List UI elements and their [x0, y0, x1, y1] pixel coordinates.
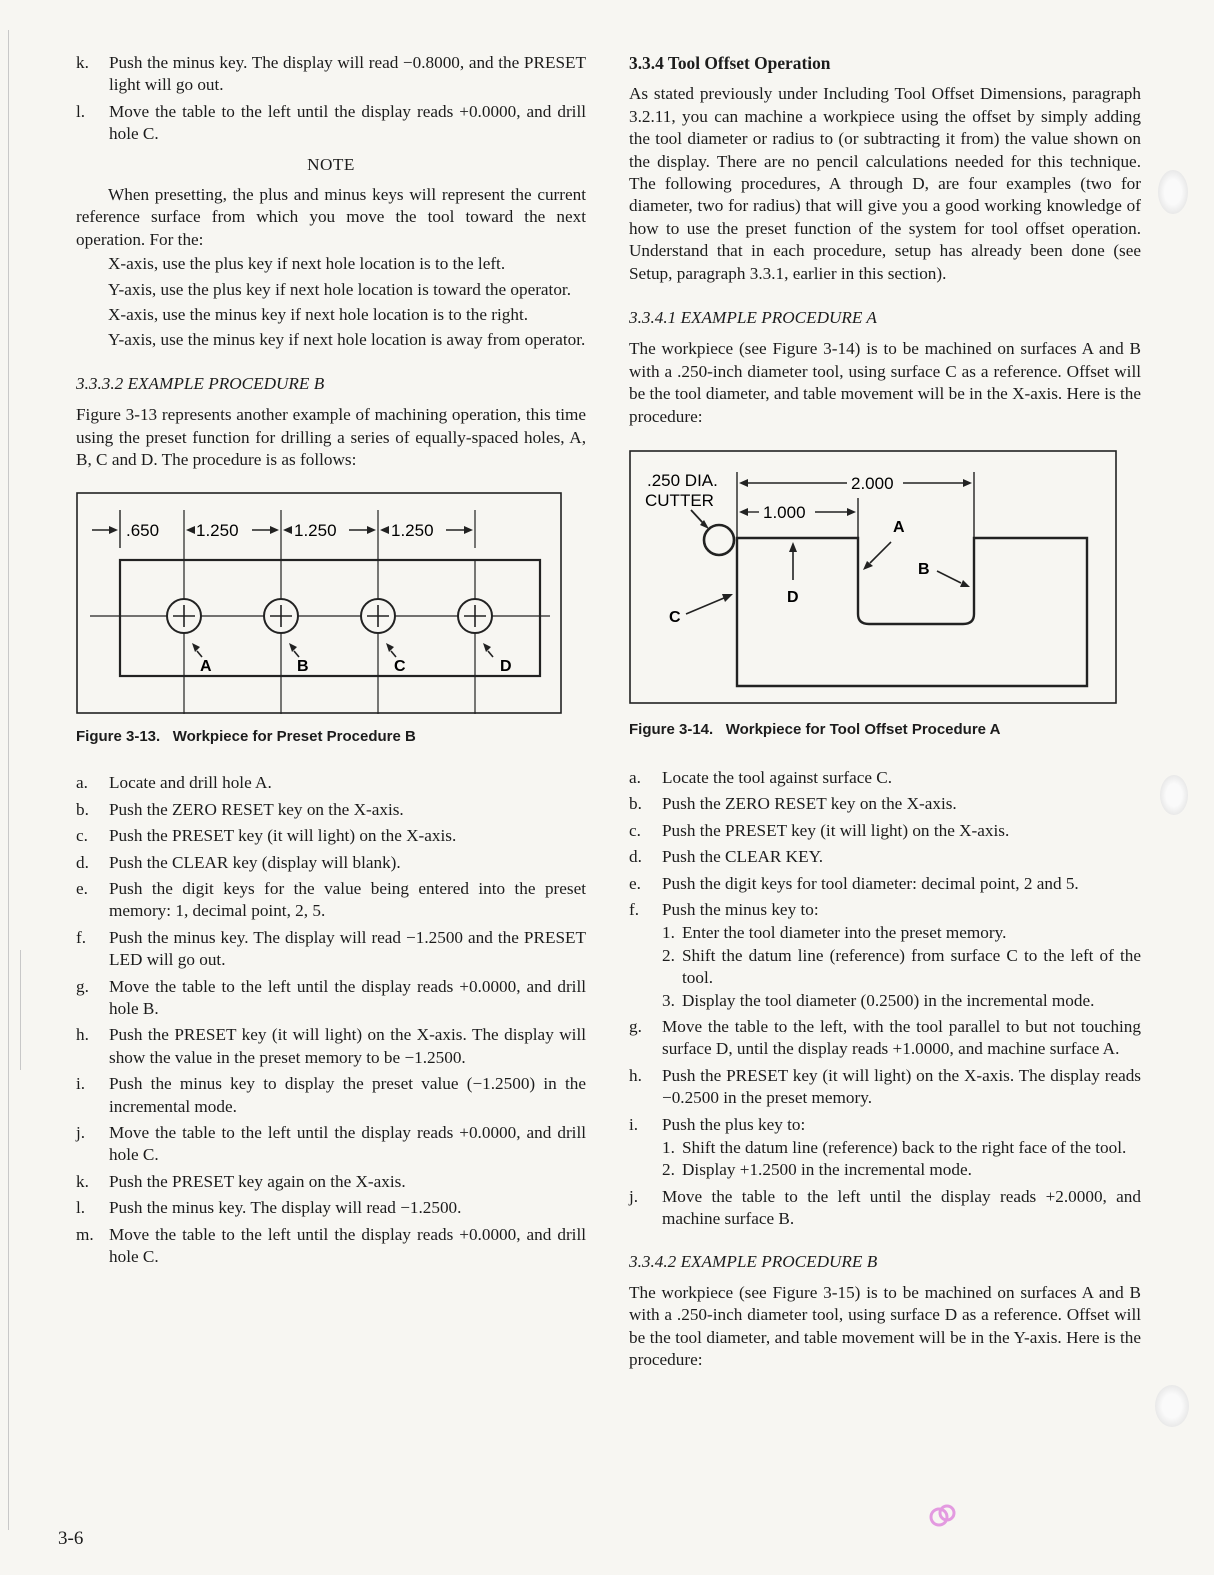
item-text: Move the table to the left until the display reads +0.0000, and drill hole C. [109, 101, 586, 144]
item-content [662, 1114, 1141, 1182]
dim-650: .650 [126, 520, 160, 540]
item-marker: a. [629, 767, 641, 787]
hole-b-arrowhead [289, 643, 297, 652]
hole-a-arrowhead [192, 643, 200, 652]
procedure-a-step-item [629, 1114, 1141, 1182]
item-content [662, 820, 1141, 842]
hole-c [361, 599, 395, 633]
sub-item-marker: 2. [662, 1160, 675, 1180]
item-content [109, 927, 586, 972]
intro-step-item [76, 52, 586, 97]
procedure-a-step-item [629, 899, 1141, 1012]
procedure-a-step-item [629, 1065, 1141, 1110]
label-a: A [893, 519, 905, 537]
procedure-a-step-item [629, 820, 1141, 842]
item-text: Locate and drill hole A. [109, 773, 272, 793]
figure-3-14-caption: Figure 3-14. Workpiece for Tool Offset Procedure A [629, 720, 1001, 738]
procedure-b-step-item [76, 878, 586, 923]
item-content [662, 846, 1141, 868]
item-marker: l. [76, 1198, 86, 1218]
item-marker: f. [629, 899, 640, 919]
item-text: Move the table to the left until the display reads +0.0000, and drill hole C. [109, 1123, 586, 1165]
item-marker: f. [76, 927, 87, 947]
item-content [662, 1016, 1141, 1061]
item-content [662, 1065, 1141, 1110]
right-column [629, 52, 1141, 1372]
note-axis-rule: X-axis, use the minus key if next hole location is to the right. [108, 305, 529, 325]
sub-item-marker: 2. [662, 945, 675, 965]
item-content [109, 976, 586, 1021]
item-content [662, 793, 1141, 815]
procedure-a-step-item [629, 1016, 1141, 1061]
procedure-a-step-item [629, 873, 1141, 895]
item-text: Push the CLEAR key (display will blank). [109, 852, 401, 872]
note-body: When presetting, the plus and minus keys will represent the current reference surface from which you move the tool toward the next operation. For the: [76, 185, 586, 249]
section-heading-3332: 3.3.3.2 EXAMPLE PROCEDURE B [76, 373, 325, 393]
item-marker: i. [629, 1114, 639, 1134]
note-axis-rule: Y-axis, use the plus key if next hole location is toward the operator. [108, 279, 571, 299]
sub-item-text: Display +1.2500 in the incremental mode. [682, 1160, 972, 1180]
scan-edge-line [8, 30, 9, 1530]
figure-3-14 [629, 450, 1141, 741]
procedure-b-step-item [76, 825, 586, 847]
item-text: Push the minus key. The display will read −1.2500. [109, 1198, 462, 1218]
item-marker: d. [629, 847, 642, 867]
hole-d [458, 599, 492, 633]
label-b: B [297, 657, 309, 675]
dim-arrowhead [739, 479, 748, 487]
procedure-b-step-item [76, 976, 586, 1021]
procedure-a-steps [629, 767, 1141, 1231]
procedure-b-step-item [76, 852, 586, 874]
section-body-334: As stated previously under Including Tool Offset Dimensions, paragraph 3.2.11, you can machine a workpiece using the offset by simply adding the tool diameter or radius to (or subtracting it from) the value shown on the display. There are no pencil calculations needed for this technique. The following procedures, A through D, are four examples (two for diameter, two for radius) that will give you a good working knowledge of how to use the preset function of the system for tool offset operation. Understand that in each procedure, setup has already been done (see Setup, paragraph 3.3.1, earlier in this section). [629, 84, 1141, 283]
item-marker: j. [629, 1186, 639, 1206]
dim-arrowhead [847, 508, 856, 516]
intro-steps [76, 52, 586, 146]
item-text: Push the PRESET key (it will light) on the X-axis. [662, 820, 1010, 840]
item-text: Push the PRESET key (it will light) on the X-axis. The display reads −0.2500 in the preset memory. [662, 1065, 1141, 1108]
page-number: 3-6 [58, 1528, 84, 1549]
item-content [109, 1171, 586, 1193]
hole-d-arrowhead [483, 643, 491, 652]
section-heading-3342: 3.3.4.2 EXAMPLE PROCEDURE B [629, 1251, 878, 1271]
procedure-a-step-item [629, 767, 1141, 789]
dim-1250-b: 1.250 [294, 520, 337, 540]
sub-item [662, 1159, 1141, 1181]
item-marker: g. [629, 1016, 642, 1036]
label-c: C [394, 657, 406, 675]
dim-arrowhead [283, 526, 292, 534]
item-marker: j. [76, 1123, 86, 1142]
punch-hole [1155, 1385, 1189, 1427]
procedure-b-step-item [76, 1224, 586, 1269]
hole-b-leader [294, 651, 299, 657]
item-marker: i. [76, 1074, 86, 1094]
item-text: Push the minus key. The display will read −1.2500 and the PRESET LED will go out. [109, 927, 586, 970]
sub-list [662, 1137, 1141, 1182]
item-content [109, 1197, 586, 1219]
dia-label: .250 DIA. [647, 471, 718, 491]
item-content [109, 1073, 586, 1118]
procedure-b-step-item [76, 772, 586, 794]
item-content [109, 1024, 586, 1069]
sub-item-text: Shift the datum line (reference) from surface C to the left of the tool. [682, 945, 1141, 988]
item-text: Push the CLEAR KEY. [662, 847, 824, 867]
sub-item-text: Shift the datum line (reference) back to the right face of the tool. [682, 1138, 1127, 1157]
cutter-label: CUTTER [645, 491, 714, 511]
item-text: Push the ZERO RESET key on the X-axis. [109, 799, 404, 819]
note-axis-rule: X-axis, use the plus key if next hole location is to the left. [108, 254, 506, 274]
item-marker: g. [76, 976, 89, 996]
item-marker: e. [76, 878, 88, 898]
hole-a [167, 599, 201, 633]
dim-1000: 1.000 [763, 503, 806, 523]
item-content [109, 825, 586, 847]
dim-1250-c: 1.250 [391, 520, 434, 540]
sub-item [662, 990, 1141, 1012]
section-body-3342: The workpiece (see Figure 3-15) is to be machined on surfaces A and B with a .250-inch diameter tool, using surface D as a reference. Offset will be the tool diameter, and table movement will be in the Y-axis. Here is the procedure: [629, 1283, 1141, 1370]
procedure-b-step-item [76, 1024, 586, 1069]
item-content [109, 852, 586, 874]
figure-3-13 [76, 492, 586, 749]
sub-item-text: Enter the tool diameter into the preset memory. [682, 923, 1007, 943]
item-marker: a. [76, 773, 88, 793]
surface-c-arrowhead [722, 594, 733, 602]
dim-arrowhead [380, 526, 389, 534]
item-marker: d. [76, 852, 89, 872]
item-marker: h. [629, 1065, 642, 1085]
hole-a-leader [197, 651, 202, 657]
item-text: Push the ZERO RESET key on the X-axis. [662, 794, 957, 814]
item-text: Push the PRESET key (it will light) on the X-axis. The display will show the value in the preset memory to be −1.2500. [109, 1025, 586, 1067]
note-lines [76, 253, 586, 352]
procedure-b-step-item [76, 1122, 586, 1167]
item-content [109, 772, 586, 794]
item-content [662, 1186, 1141, 1231]
sub-list [662, 922, 1141, 1012]
item-content [109, 878, 586, 923]
item-content [109, 799, 586, 821]
section-body-3332: Figure 3-13 represents another example of machining operation, this time using the preset function for drilling a series of equally-spaced holes, A, B, C and D. The procedure is as follows: [76, 405, 586, 470]
sub-item-marker: 3. [662, 990, 675, 1010]
item-text: Push the plus key to: [662, 1114, 806, 1134]
section-heading-3341: 3.3.4.1 EXAMPLE PROCEDURE A [629, 308, 877, 328]
item-marker: e. [629, 873, 641, 893]
cutter-circle [704, 525, 734, 555]
item-text: Push the digit keys for tool diameter: decimal point, 2 and 5. [662, 873, 1079, 893]
procedure-b-step-item [76, 1197, 586, 1219]
dim-1250-a: 1.250 [196, 520, 239, 540]
item-content [109, 1224, 586, 1269]
item-marker: b. [76, 799, 89, 819]
item-text: Move the table to the left, with the tool parallel to but not touching surface D, until the display reads +1.0000, and machine surface A. [662, 1016, 1141, 1059]
item-content [662, 899, 1141, 1012]
figure-3-14-drawing [629, 450, 1119, 706]
stamp-mark [926, 1500, 960, 1534]
label-c: C [669, 609, 681, 627]
figure-3-13-caption: Figure 3-13. Workpiece for Preset Procedure B [76, 727, 416, 745]
item-content [109, 101, 586, 146]
item-marker: b. [629, 794, 642, 814]
cutter-leader [691, 510, 703, 523]
note-title: NOTE [307, 154, 355, 174]
procedure-b-step-item [76, 927, 586, 972]
hole-c-leader [391, 651, 396, 657]
dim-arrowhead [464, 526, 473, 534]
item-marker: k. [76, 53, 89, 72]
sub-item [662, 945, 1141, 990]
hole-c-arrowhead [386, 643, 394, 652]
item-marker: l. [76, 101, 86, 121]
procedure-a-step-item [629, 1186, 1141, 1231]
scan-edge-line [20, 950, 21, 1070]
dim-arrowhead [739, 508, 748, 516]
hole-d-leader [488, 651, 493, 657]
procedure-b-step-item [76, 1171, 586, 1193]
label-b: B [918, 561, 930, 579]
sub-item [662, 1137, 1141, 1159]
dim-arrowhead [186, 526, 195, 534]
surface-b-arrowhead [960, 580, 970, 587]
sub-item-marker: 1. [662, 923, 675, 943]
item-text: Locate the tool against surface C. [662, 767, 893, 787]
item-marker: m. [76, 1224, 94, 1244]
item-text: Push the PRESET key (it will light) on the X-axis. [109, 826, 457, 846]
item-content [109, 1122, 586, 1167]
item-text: Move the table to the left until the display reads +0.0000, and drill hole C. [109, 1224, 586, 1267]
label-a: A [200, 657, 212, 675]
item-text: Push the PRESET key again on the X-axis. [109, 1171, 406, 1191]
sub-item-marker: 1. [662, 1138, 675, 1157]
sub-item-text: Display the tool diameter (0.2500) in the incremental mode. [682, 990, 1095, 1010]
dim-arrowhead [270, 526, 279, 534]
note-axis-rule: Y-axis, use the minus key if next hole location is away from operator. [108, 330, 586, 350]
item-marker: h. [76, 1025, 89, 1045]
dim-arrowhead [109, 526, 118, 534]
procedure-b-steps [76, 772, 586, 1268]
procedure-b-step-item [76, 799, 586, 821]
surface-a-leader [870, 542, 891, 563]
item-content [662, 873, 1141, 895]
dim-2000: 2.000 [851, 474, 894, 494]
procedure-a-step-item [629, 846, 1141, 868]
left-column [76, 52, 586, 1272]
item-text: Push the minus key to: [662, 899, 819, 919]
item-marker: k. [76, 1171, 89, 1191]
section-heading-334: 3.3.4 Tool Offset Operation [629, 53, 831, 73]
figure-3-13-drawing [76, 492, 564, 716]
dim-arrowhead [963, 479, 972, 487]
surface-b-leader [937, 571, 961, 583]
item-content [109, 52, 586, 97]
label-d: D [787, 589, 799, 607]
punch-hole [1160, 775, 1188, 815]
item-text: Move the table to the left until the display reads +0.0000, and drill hole B. [109, 976, 586, 1018]
item-text: Move the table to the left until the display reads +2.0000, and machine surface B. [662, 1186, 1141, 1229]
punch-hole [1158, 170, 1188, 214]
section-body-3341: The workpiece (see Figure 3-14) is to be machined on surfaces A and B with a .250-inch diameter tool, using surface C as a reference. Offset will be the tool diameter, and table movement will be in the X-axis. Here is the procedure: [629, 339, 1141, 426]
item-text: Push the minus key. The display will read −0.8000, and the PRESET light will go out. [109, 53, 586, 95]
item-marker: c. [629, 820, 641, 840]
dim-arrowhead [367, 526, 376, 534]
surface-c-leader [686, 598, 724, 614]
label-d: D [500, 657, 512, 675]
intro-step-item [76, 101, 586, 146]
hole-b [264, 599, 298, 633]
procedure-b-step-item [76, 1073, 586, 1118]
item-content [662, 767, 1141, 789]
workpiece-profile [737, 538, 1087, 686]
item-marker: c. [76, 826, 88, 846]
item-text: Push the digit keys for the value being entered into the preset memory: 1, decimal point, 2, 5. [109, 878, 586, 921]
sub-item [662, 922, 1141, 944]
item-text: Push the minus key to display the preset value (−1.2500) in the incremental mode. [109, 1074, 586, 1116]
procedure-a-step-item [629, 793, 1141, 815]
